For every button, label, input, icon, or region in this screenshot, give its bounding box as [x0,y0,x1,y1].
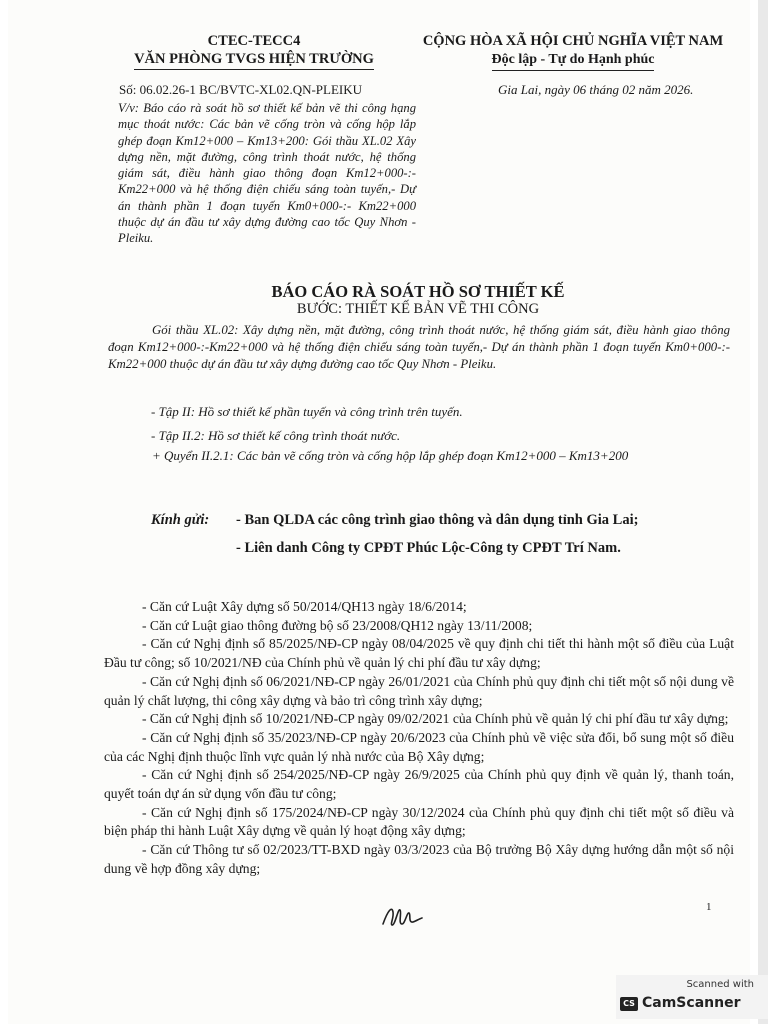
legal-basis-item: - Căn cứ Nghị định số 10/2021/NĐ-CP ngày 09/02/2021 của Chính phủ về quản lý chi phí đầu tư xây dựng; [142,711,729,727]
legal-basis-item: - Căn cứ Nghị định số 85/2025/NĐ-CP ngày 08/04/2025 về quy định chi tiết thi hành một số điều của Luật Đầu tư công; số 10/2021/NĐ của Chính phủ về quản lý chi phí đầu tư xây dựng; [104,636,734,671]
issuing-organization [104,32,404,70]
package-description: Gói thầu XL.02: Xây dựng nền, mặt đường, công trình thoát nước, hệ thống giám sát, điều hành giao thông đoạn Km12+000-:-Km22+000 và hệ thống điện chiếu sáng toàn tuyến,- Dự án thành phần 1 đoạn tuyến Km0+000-:- Km22+000 thuộc dự án đầu tư xây dựng đường cao tốc Quy Nhơn - Pleiku. [108,323,730,371]
recipient-item: - Ban QLDA các công trình giao thông và dân dụng tỉnh Gia Lai; [236,512,639,528]
page-edge-shadow [758,0,768,1024]
recipient-item: - Liên danh Công ty CPĐT Phúc Lộc-Công ty CPĐT Trí Nam. [236,540,621,556]
national-header [408,32,738,71]
legal-basis-item: - Căn cứ Nghị định số 35/2023/NĐ-CP ngày 20/6/2023 của Chính phủ về việc sửa đổi, bổ sung một số điều của các Nghị định thuộc lĩnh vực quản lý nhà nước của Bộ Xây dựng; [104,729,734,764]
org-name-line1: CTEC-TECC4 [207,33,301,49]
national-motto: Độc lập - Tự do Hạnh phúc [492,51,655,71]
volume-item: + Quyển II.2.1: Các bản vẽ cống tròn và cống hộp lắp ghép đoạn Km12+000 – Km13+200 [152,448,629,463]
org-name-line2: VĂN PHÒNG TVGS HIỆN TRƯỜNG [134,50,374,70]
legal-basis-item: - Căn cứ Luật Xây dựng số 50/2014/QH13 ngày 18/6/2014; [142,599,467,614]
document-subject: V/v: Báo cáo rà soát hồ sơ thiết kế bản vẽ thi công hạng mục thoát nước: Các bản vẽ cống tròn và cống hộp lắp ghép đoạn Km12+000 – Km13+200: Gói thầu XL.02 Xây dựng nền, mặt đường, công trình thoát nước, hệ thống giám sát, điều hành giao thông đoạn Km12+000-:-Km22+000 và hệ thống điện chiếu sáng toàn tuyến,- Dự án thành phần 1 đoạn tuyến Km0+000-:- Km22+000 thuộc dự án đầu tư xây dựng đường cao tốc Quy Nhơn - Pleiku. [118,101,416,246]
recipients-label: Kính gửi: [151,512,210,528]
national-name: CỘNG HÒA XÃ HỘI CHỦ NGHĨA VIỆT NAM [422,33,724,49]
camscanner-logo-icon: CS [620,997,638,1011]
document-page [8,0,750,1024]
legal-basis-item: - Căn cứ Nghị định số 06/2021/NĐ-CP ngày 26/01/2021 của Chính phủ quy định chi tiết một số nội dung về quản lý chất lượng, thi công xây dựng và bảo trì công trình xây dựng; [104,673,734,708]
report-subtitle: BƯỚC: THIẾT KẾ BẢN VẼ THI CÔNG [296,301,540,317]
legal-basis-item: - Căn cứ Nghị định số 254/2025/NĐ-CP ngày 26/9/2025 của Chính phủ quy định về quản lý, thanh toán, quyết toán dự án sử dụng vốn đầu tư công; [104,767,734,802]
legal-basis-item: - Căn cứ Nghị định số 175/2024/NĐ-CP ngày 30/12/2024 của Chính phủ quy định chi tiết một số điều và biện pháp thi hành Luật Xây dựng về quản lý hoạt động xây dựng; [104,804,734,839]
camscanner-watermark [616,975,768,1019]
scanned-with-label: Scanned with [686,979,754,990]
document-number: Số: 06.02.26-1 BC/BVTC-XL02.QN-PLEIKU [119,82,363,97]
legal-basis-item: - Căn cứ Thông tư số 02/2023/TT-BXD ngày 03/3/2023 của Bộ trưởng Bộ Xây dựng hướng dẫn một số nội dung về hợp đồng xây dựng; [104,842,734,876]
page-number: 1 [706,901,712,913]
legal-basis-list [104,598,734,879]
volume-item: - Tập II: Hồ sơ thiết kế phần tuyến và công trình trên tuyến. [151,404,463,419]
initials-signature-icon [380,904,424,928]
volume-item: - Tập II.2: Hồ sơ thiết kế công trình thoát nước. [151,428,401,443]
legal-basis-item: - Căn cứ Luật giao thông đường bộ số 23/2008/QH12 ngày 13/11/2008; [142,617,533,633]
report-title: BÁO CÁO RÀ SOÁT HỒ SƠ THIẾT KẾ [271,282,565,301]
place-and-date: Gia Lai, ngày 06 tháng 02 năm 2026. [498,82,694,97]
camscanner-name: CamScanner [642,995,741,1011]
